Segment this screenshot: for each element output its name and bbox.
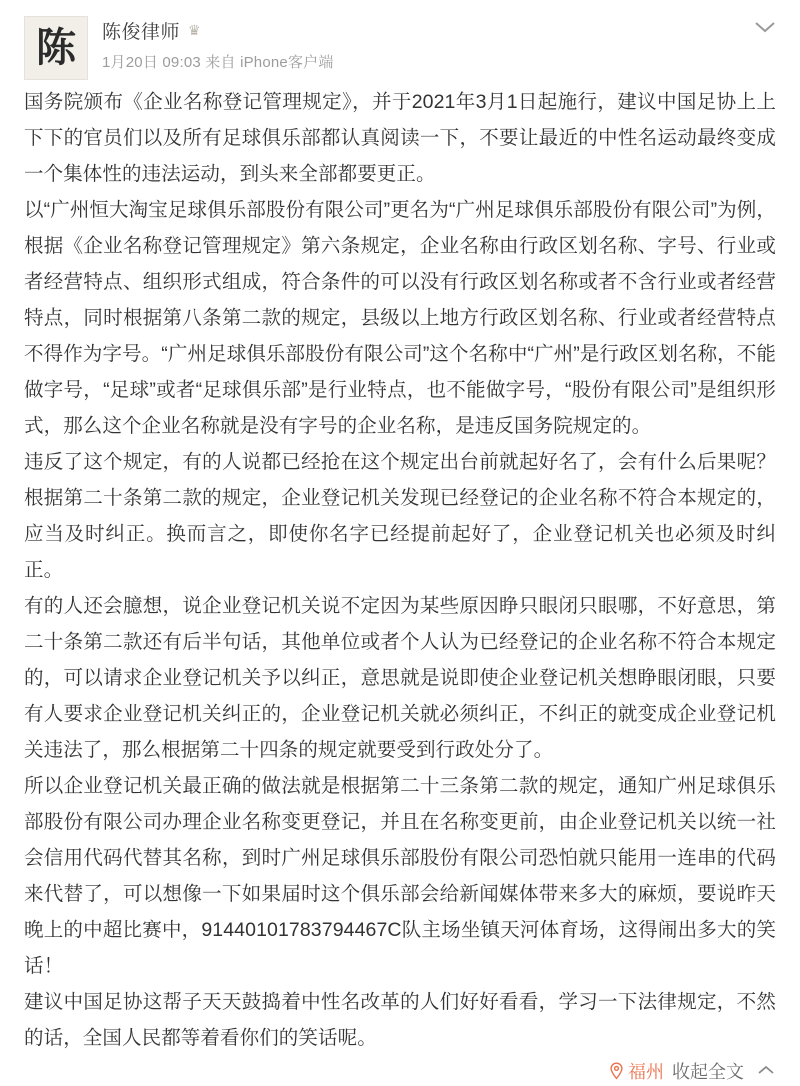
user-name[interactable]: 陈俊律师	[102, 21, 181, 43]
post-paragraph: 有的人还会臆想，说企业登记机关说不定因为某些原因睁只眼闭只眼哪，不好意思，第二十条第二款还有后半句话，其他单位或者个人认为已经登记的企业名称不符合本规定的，可以请求企业登记机关予以纠正，意思就是说即使企业登记机关想睁眼闭眼，只要有人要求企业登记机关纠正的，企业登记机关就必须纠正，不纠正的就变成企业登记机关违法了，那么根据第二十四条的规定就要受到行政处分了。	[24, 595, 776, 761]
post-paragraph: 所以企业登记机关最正确的做法就是根据第二十三条第二款的规定，通知广州足球俱乐部股份有限公司办理企业名称变更登记，并且在名称变更前，由企业登记机关以统一社会信用代码代替其名称，到时广州足球俱乐部股份有限公司恐怕就只能用一连串的代码来代替了，可以想像一下如果届时这个俱乐部会给新闻媒体带来多大的麻烦，要说昨天晚上的中超比赛中，91440101783794467C队主场坐镇天河体育场，这得闹出多大的笑话！	[24, 775, 776, 977]
post-meta: 1月20日 09:03 来自 iPhone客户端	[102, 54, 334, 71]
post-paragraph: 违反了这个规定，有的人说都已经抢在这个规定出台前就起好名了，会有什么后果呢？根据第二十条第二款的规定，企业登记机关发现已经登记的企业名称不符合本规定的，应当及时纠正。换而言之，即使你名字已经提前起好了，企业登记机关也必须及时纠正。	[24, 451, 776, 581]
post-footer	[24, 1056, 776, 1086]
crown-badge-icon: ♛	[188, 22, 201, 38]
post-content	[24, 84, 776, 1056]
author-block	[102, 14, 776, 72]
location-pin-icon	[609, 1062, 624, 1080]
post-header	[24, 14, 776, 78]
post-paragraph: 国务院颁布《企业名称登记管理规定》，并于2021年3月1日起施行，建议中国足协上上下下的官员们以及所有足球俱乐部都认真阅读一下，不要让最近的中性名运动最终变成一个集体性的违法运动，到头来全部都要更正。	[24, 91, 776, 185]
chevron-up-icon[interactable]	[756, 1063, 776, 1080]
location-tag[interactable]	[609, 1058, 664, 1084]
collapse-text-button[interactable]: 收起全文	[672, 1062, 744, 1082]
chevron-down-icon[interactable]	[752, 18, 778, 36]
avatar[interactable]: 陈	[24, 16, 88, 80]
location-label: 福州	[628, 1062, 664, 1082]
post-paragraph-last: 建议中国足协这帮子天天鼓捣着中性名改革的人们好好看看，学习一下法律规定，不然的话，全国人民都等着看你们的笑话呢。	[24, 991, 776, 1049]
author-name-row	[102, 18, 776, 42]
post-paragraph: 以“广州恒大淘宝足球俱乐部股份有限公司”更名为“广州足球俱乐部股份有限公司”为例，根据《企业名称登记管理规定》第六条规定，企业名称由行政区划名称、字号、行业或者经营特点、组织形式组成，符合条件的可以没有行政区划名称或者不含行业或者经营特点，同时根据第八条第二款的规定，县级以上地方行政区划名称、行业或者经营特点不得作为字号。“广州足球俱乐部股份有限公司”这个名称中“广州”是行政区划名称，不能做字号，“足球”或者“足球俱乐部”是行业特点，也不能做字号，“股份有限公司”是组织形式，那么这个企业名称就是没有字号的企业名称，是违反国务院规定的。	[24, 199, 776, 437]
